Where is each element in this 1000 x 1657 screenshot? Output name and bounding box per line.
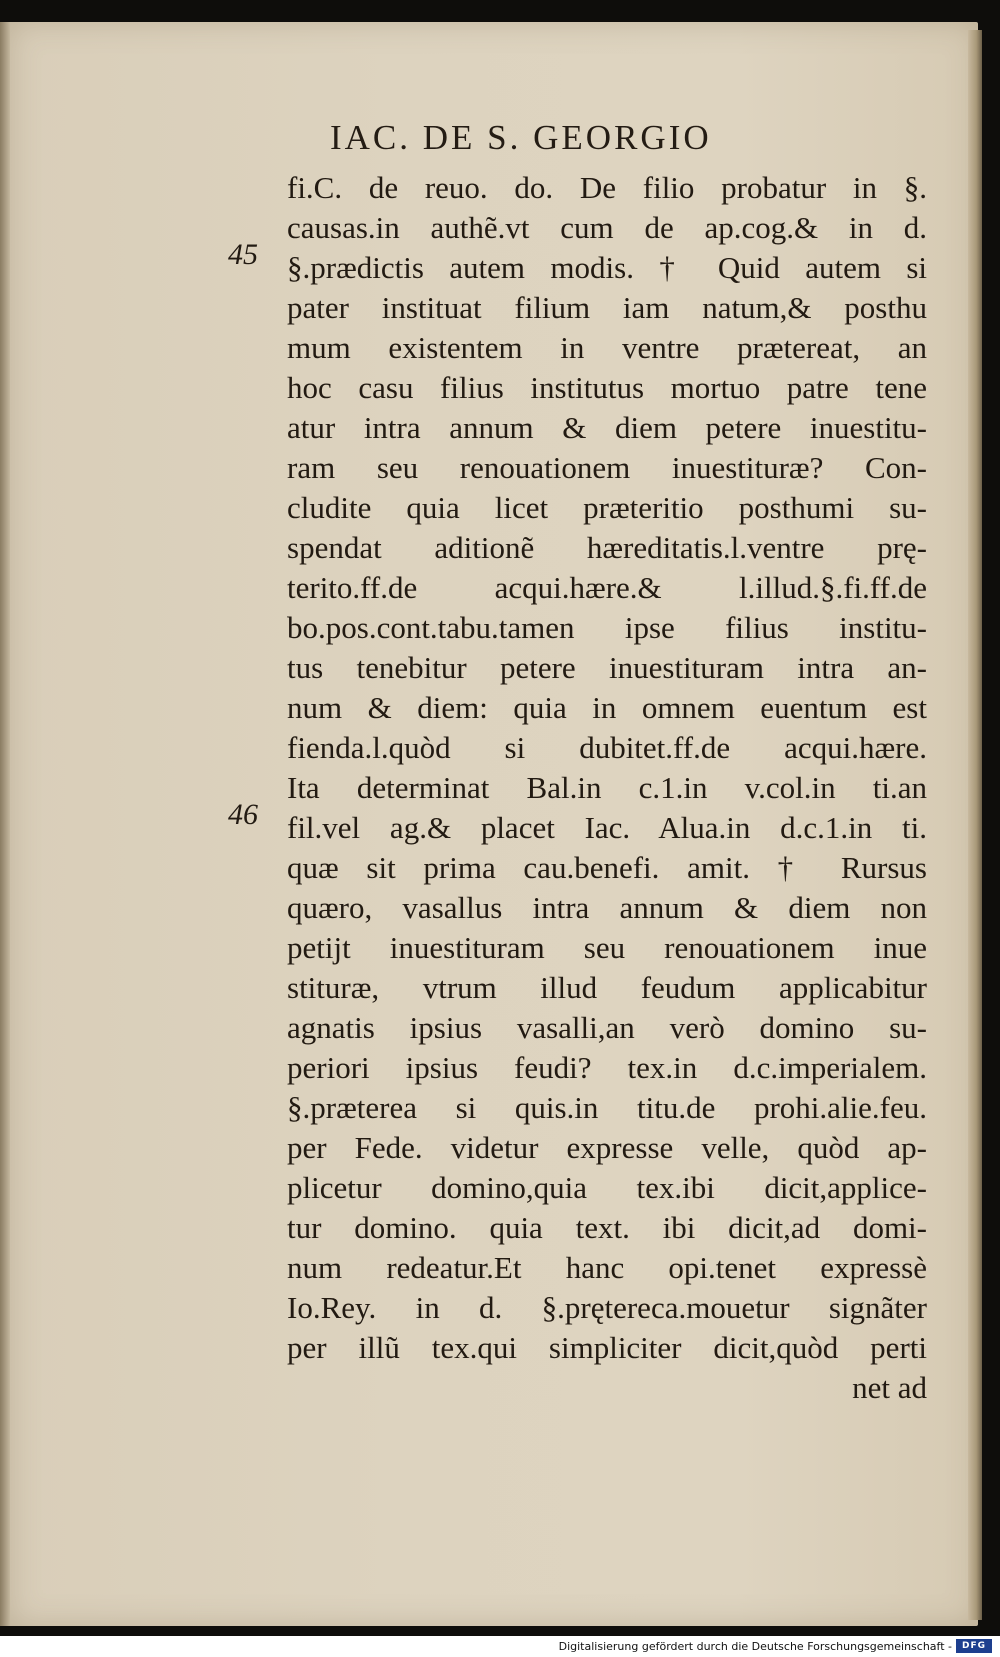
text-line: terito.ff.de acqui.hære.& l.illud.§.fi.ff.de [287,570,927,605]
text-line: pater instituat filium iam natum,& posthu [287,290,927,325]
text-line: atur intra annum & diem petere inuestitu- [287,410,927,445]
margin-number-46: 46 [228,798,258,831]
text-line: §.prædictis autem modis. † Quid autem si [287,250,927,285]
text-line: fil.vel ag.& placet Iac. Alua.in d.c.1.in ti. [287,810,927,845]
text-line: §.præterea si quis.in titu.de prohi.alie.feu. [287,1090,927,1125]
text-line: bo.pos.cont.tabu.tamen ipse filius institu- [287,610,927,645]
text-line: per illũ tex.qui simpliciter dicit,quòd perti [287,1330,927,1365]
text-line: Ita determinat Bal.in c.1.in v.col.in ti.an [287,770,927,805]
text-line: mum existentem in ventre prætereat, an [287,330,927,365]
text-line: fienda.l.quòd si dubitet.ff.de acqui.hære. [287,730,927,765]
text-line: plicetur domino,quia tex.ibi dicit,applice- [287,1170,927,1205]
text-line: tur domino. quia text. ibi dicit,ad domi- [287,1210,927,1245]
text-line: stituræ, vtrum illud feudum applicabitur [287,970,927,1005]
funding-credit: Digitalisierung gefördert durch die Deutsche Forschungsgemeinschaft - [558,1640,952,1653]
dfg-logo: DFG [956,1639,992,1653]
text-line: tus tenebitur petere inuestituram intra an- [287,650,927,685]
text-line: quæ sit prima cau.benefi. amit. † Rursus [287,850,927,885]
text-line: per Fede. videtur expresse velle, quòd ap- [287,1130,927,1165]
main-text-block [287,168,927,1408]
text-line: spendat aditionẽ hæreditatis.l.ventre prę- [287,530,927,565]
text-line: Io.Rey. in d. §.prętereca.mouetur signãter [287,1290,927,1325]
margin-number-45: 45 [228,238,258,271]
text-line: periori ipsius feudi? tex.in d.c.imperialem. [287,1050,927,1085]
text-line: causas.in authẽ.vt cum de ap.cog.& in d. [287,210,927,245]
text-line: agnatis ipsius vasalli,an verò domino su- [287,1010,927,1045]
catchword: net ad [852,1370,927,1405]
text-line: num & diem: quia in omnem euentum est [287,690,927,725]
running-head: IAC. DE S. GEORGIO [330,118,712,157]
text-line: num redeatur.Et hanc opi.tenet expressè [287,1250,927,1285]
text-line: ram seu renouationem inuestituræ? Con- [287,450,927,485]
text-line: cludite quia licet præteritio posthumi su- [287,490,927,525]
text-line: hoc casu filius institutus mortuo patre tene [287,370,927,405]
text-line: fi.C. de reuo. do. De filio probatur in §. [287,170,927,205]
page-right-edge [968,30,982,1620]
text-line: petijt inuestituram seu renouationem inue [287,930,927,965]
text-line: quæro, vasallus intra annum & diem non [287,890,927,925]
